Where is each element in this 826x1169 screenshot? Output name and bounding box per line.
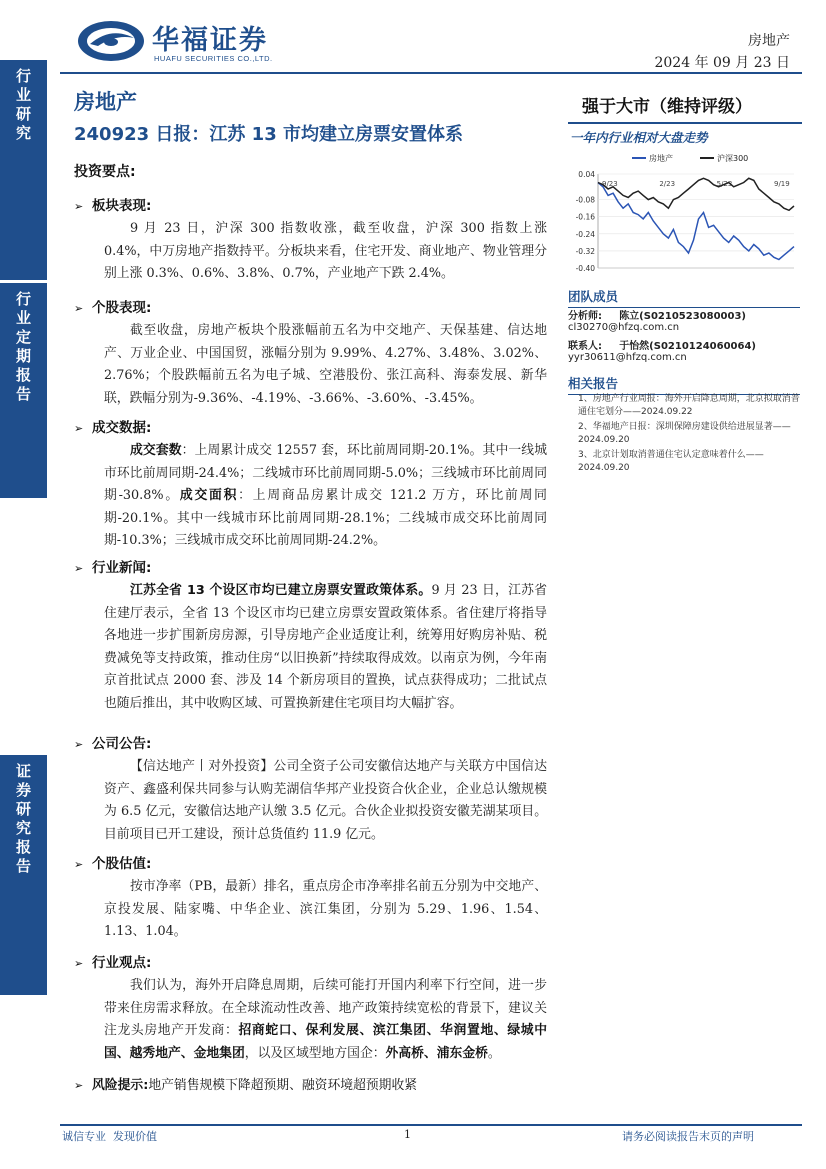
section-stock-performance-heading [74,296,151,316]
industry-news-paragraph [104,580,547,715]
chart-y-tick-label: -0.32 [575,246,595,256]
related-report-item[interactable]: 1、房地产行业周报：海外开启降息周期，北京拟取消普通住宅划分——2024.09.22 [578,394,800,417]
chart-x-tick-label: 5/23 [716,180,733,188]
footer-slogan: 诚信专业 发现价值 [62,1130,157,1143]
contact-row [568,337,756,352]
relative-performance-chart [568,146,802,276]
analyst-name: 陈立(S0210523080003) [619,311,746,322]
related-report-item[interactable]: 2、华福地产日报：深圳保障房建设供给进展显著——2024.09.20 [578,422,791,445]
stock-valuation-paragraph: 按市净率（PB，最新）排名，重点房企市净率排名前五分别为中交地产、京投发展、陆家嘴、中华企业、滨江集团，分别为 5.29、1.96、1.54、1.13、1.04。 [104,879,547,939]
section-heading-text: 成交数据: [92,420,152,436]
band-securities-report [0,755,47,995]
risk-text: 地产销售规模下降超预期、融资环境超预期收紧 [148,1078,418,1093]
section-heading-text: 个股估值: [92,856,152,872]
analyst-label: 分析师: [568,311,602,322]
related-reports-title: 相关报告 [568,374,800,395]
section-transaction-data-heading [74,416,151,436]
chart-x-tick-label: 2/23 [659,180,676,188]
rating-divider [568,122,802,124]
arrow-bullet-icon: ➢ [74,302,84,315]
rating: 强于大市（维持评级） [582,97,752,117]
section-company-announcement-heading [74,732,151,752]
section-sector-performance-heading [74,194,151,214]
header-date: 2024 年 09 月 23 日 [654,55,790,71]
chart-title: 一年内行业相对大盘走势 [570,130,708,145]
key-points-heading: 投资要点: [74,164,136,180]
footer-divider [60,1124,802,1126]
page-number: 1 [404,1128,411,1141]
band-periodic-report [0,283,47,498]
band-industry-research [0,60,47,280]
chart-legend-label: 沪深300 [717,154,749,163]
paragraph-text: 9 月 23 日，江苏省住建厅表示，全省 13 个设区市均已建立房票安置政策体系。省住建厅将指导各地进一步扩围新房房源，引导房地产企业适度让利，统筹用好购房补贴、税费减免等支持政策，推动住房“以旧换新”持续取得成效。以南京为例，今年南京首批试点 2000 套、涉及 14 个新房项目的置换，试点获得成功；二批试点也随后推出，其中收购区域、可置换新建住宅项目均大幅扩容。 [104,583,547,711]
bold-label: 成交套数 [130,443,182,458]
company-logo [76,14,296,70]
arrow-bullet-icon: ➢ [74,738,84,751]
section-heading-text: 个股表现: [92,300,152,316]
section-stock-valuation-heading [74,852,151,872]
paragraph-text: ，以及区域型地方国企： [244,1045,386,1061]
arrow-bullet-icon: ➢ [74,1079,84,1092]
chart-y-tick-label: -0.08 [575,195,595,205]
section-industry-news-heading [74,556,151,576]
logo-emblem-icon [76,18,146,64]
section-heading-text: 公司公告: [92,736,152,752]
risk-warning [74,1074,417,1093]
footer-disclaimer: 请务必阅读报告末页的声明 [622,1130,754,1143]
chart-legend-label: 房地产 [649,154,673,163]
contact-name: 于怡然(S0210124060064) [619,341,756,352]
section-heading-text: 行业新闻: [92,560,152,576]
risk-label: 风险提示: [92,1078,149,1093]
chart-y-tick-label: -0.24 [575,229,595,239]
band-securities-report-text: 证券研究报告 [14,763,32,877]
company-announcement-paragraph: 【信达地产丨对外投资】公司全资子公司安徽信达地产与关联方中国信达资产、鑫盛利保共同参与认购芜湖信华邦产业投资合伙企业，企业总认缴规模为 6.5 亿元，安徽信达地产认缴 3.5 亿元。合伙企业拟投资安徽芜湖某项目。目前项目已开工建设，预计总货值约 11.9 亿元。 [104,759,547,842]
section-heading-text: 行业观点: [92,955,152,971]
related-reports-list [578,393,800,475]
analyst-email[interactable]: cl30270@hfzq.com.cn [568,322,680,333]
bold-label: 外高桥、浦东金桥 [385,1045,488,1061]
contact-label: 联系人: [568,341,602,352]
transaction-data-paragraph [104,440,547,553]
chart-y-tick-label: -0.40 [575,264,595,273]
industry-view-paragraph [104,975,547,1065]
bold-label: 招商蛇口、保利发展、滨江集团、华润置地、绿城中国、越秀地产、金地集团 [104,1023,548,1061]
team-title: 团队成员 [568,287,800,308]
arrow-bullet-icon: ➢ [74,858,84,871]
paragraph-text: 。 [487,1045,501,1061]
sector-title: 房地产 [74,90,137,114]
paragraph-text: ：上周累计成交 12557 套，环比前周同期-20.1%。其中一线城市环比前周同期-24.4%；二线城市环比前周同期-5.0%；三线城市环比前周同期-30.8%。 [104,443,547,503]
band-periodic-report-text: 行业定期报告 [14,291,32,405]
stock-performance-paragraph: 截至收盘，房地产板块个股涨幅前五名为中交地产、天保基建、信达地产、万业企业、中国国贸，涨幅分别为 9.99%、4.27%、3.48%、3.02%、2.76%；个股跌幅前五名为电子城、空港股份、张江高科、海泰发展、新华联，跌幅分别为-9.36%、-4.19%、-3.66%、-3.60%、-3.45%。 [104,323,547,406]
chart-x-tick-label: 9/23 [602,180,618,188]
chart-y-tick-label: -0.16 [575,212,595,222]
section-industry-view-heading [74,951,151,971]
arrow-bullet-icon: ➢ [74,957,84,970]
chart-y-tick-label: 0.04 [578,170,595,179]
report-title: 240923 日报：江苏 13 市均建立房票安置体系 [74,124,463,145]
logo-english-name: HUAFU SECURITIES CO.,LTD. [154,54,273,63]
header-industry: 房地产 [748,33,790,49]
arrow-bullet-icon: ➢ [74,562,84,575]
paragraph-text: ：上周商品房累计成交 121.2 万方，环比前周同期-20.1%。其中一线城市环比前周同期-28.1%；二线城市成交环比前周同期-10.3%；三线城市成交环比前周同期-24.2%。 [104,488,547,548]
bold-label: 成交面积 [179,488,239,503]
paragraph-text: 我们认为，海外开启降息周期，后续可能打开国内利率下行空间，进一步带来住房需求释放。在全球流动性改善、地产政策持续宽松的背景下，建议关注龙头房地产开发商： [104,978,547,1038]
arrow-bullet-icon: ➢ [74,200,84,213]
chart-x-tick-label: 9/19 [774,180,790,188]
header-divider [60,72,802,74]
contact-email[interactable]: yyr30611@hfzq.com.cn [568,352,687,363]
bold-label: 江苏全省 13 个设区市均已建立房票安置政策体系。 [130,583,432,598]
related-report-item[interactable]: 3、北京计划取消普通住宅认定意味着什么——2024.09.20 [578,450,764,473]
band-industry-research-text: 行业研究 [14,68,32,144]
section-heading-text: 板块表现: [92,198,152,214]
arrow-bullet-icon: ➢ [74,422,84,435]
sector-performance-paragraph: 9 月 23 日，沪深 300 指数收涨，截至收盘，沪深 300 指数上涨 0.4%，中万房地产指数持平。分板块来看，住宅开发、商业地产、物业管理分别上涨 0.3%、0.6%、3.8%、0.7%，产业地产下跌 2.4%。 [104,221,547,281]
analyst-row [568,307,746,322]
logo-chinese-name: 华福证券 [152,25,268,56]
